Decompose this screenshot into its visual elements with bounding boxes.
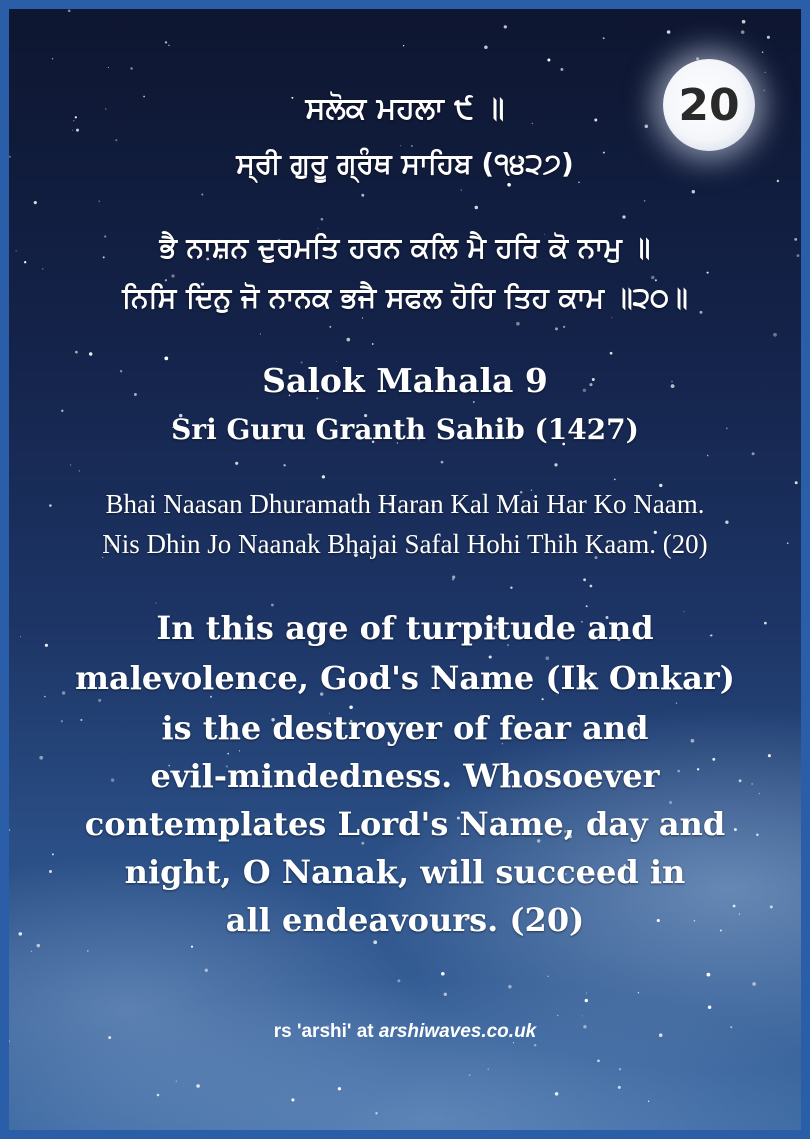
- punjabi-verse-line-1: ਭੈ ਨਾਸ਼ਨ ਦੁਰਮਤਿ ਹਰਨ ਕਲਿ ਮੈ ਹਰਿ ਕੋ ਨਾਮੁ ॥: [159, 231, 651, 264]
- punjabi-verse-line-2: ਨਿਸਿ ਦਿਨੁ ਜੋ ਨਾਨਕ ਭਜੈ ਸਫਲ ਹੋਹਿ ਤਿਹ ਕਾਮ ॥੨੦॥: [122, 281, 688, 314]
- punjabi-title: ਸਲੋਕ ਮਹਲਾ ੯ ॥: [305, 91, 505, 126]
- translation-line-2: malevolence, God's Name (Ik Onkar): [75, 659, 735, 697]
- translation-line-5: contemplates Lord's Name, day and: [84, 805, 726, 843]
- credit-prefix: rs 'arshi' at: [273, 1021, 379, 1042]
- translation-line-7: all endeavours. (20): [225, 901, 585, 939]
- translation-line-4: evil-mindedness. Whosoever: [150, 757, 660, 795]
- transliteration-line-2: Nis Dhin Jo Naanak Bhajai Safal Hohi Thih Kaam. (20): [102, 529, 708, 559]
- credit-line: [9, 1021, 801, 1043]
- translation-line-6: night, O Nanak, will succeed in: [124, 853, 686, 891]
- translation-line-1: In this age of turpitude and: [156, 609, 654, 647]
- english-source: Sri Guru Granth Sahib (1427): [171, 413, 639, 446]
- credit-site: arshiwaves.co.uk: [378, 1021, 537, 1042]
- badge-number: 20: [678, 79, 740, 131]
- translation-line-3: is the destroyer of fear and: [161, 709, 649, 747]
- transliteration-line-1: Bhai Naasan Dhuramath Haran Kal Mai Har Ko Naam.: [105, 489, 705, 519]
- punjabi-source: ਸ੍ਰੀ ਗੁਰੂ ਗ੍ਰੰਥ ਸਾਹਿਬ (੧੪੨੭): [236, 147, 574, 180]
- english-title: Salok Mahala 9: [262, 361, 548, 400]
